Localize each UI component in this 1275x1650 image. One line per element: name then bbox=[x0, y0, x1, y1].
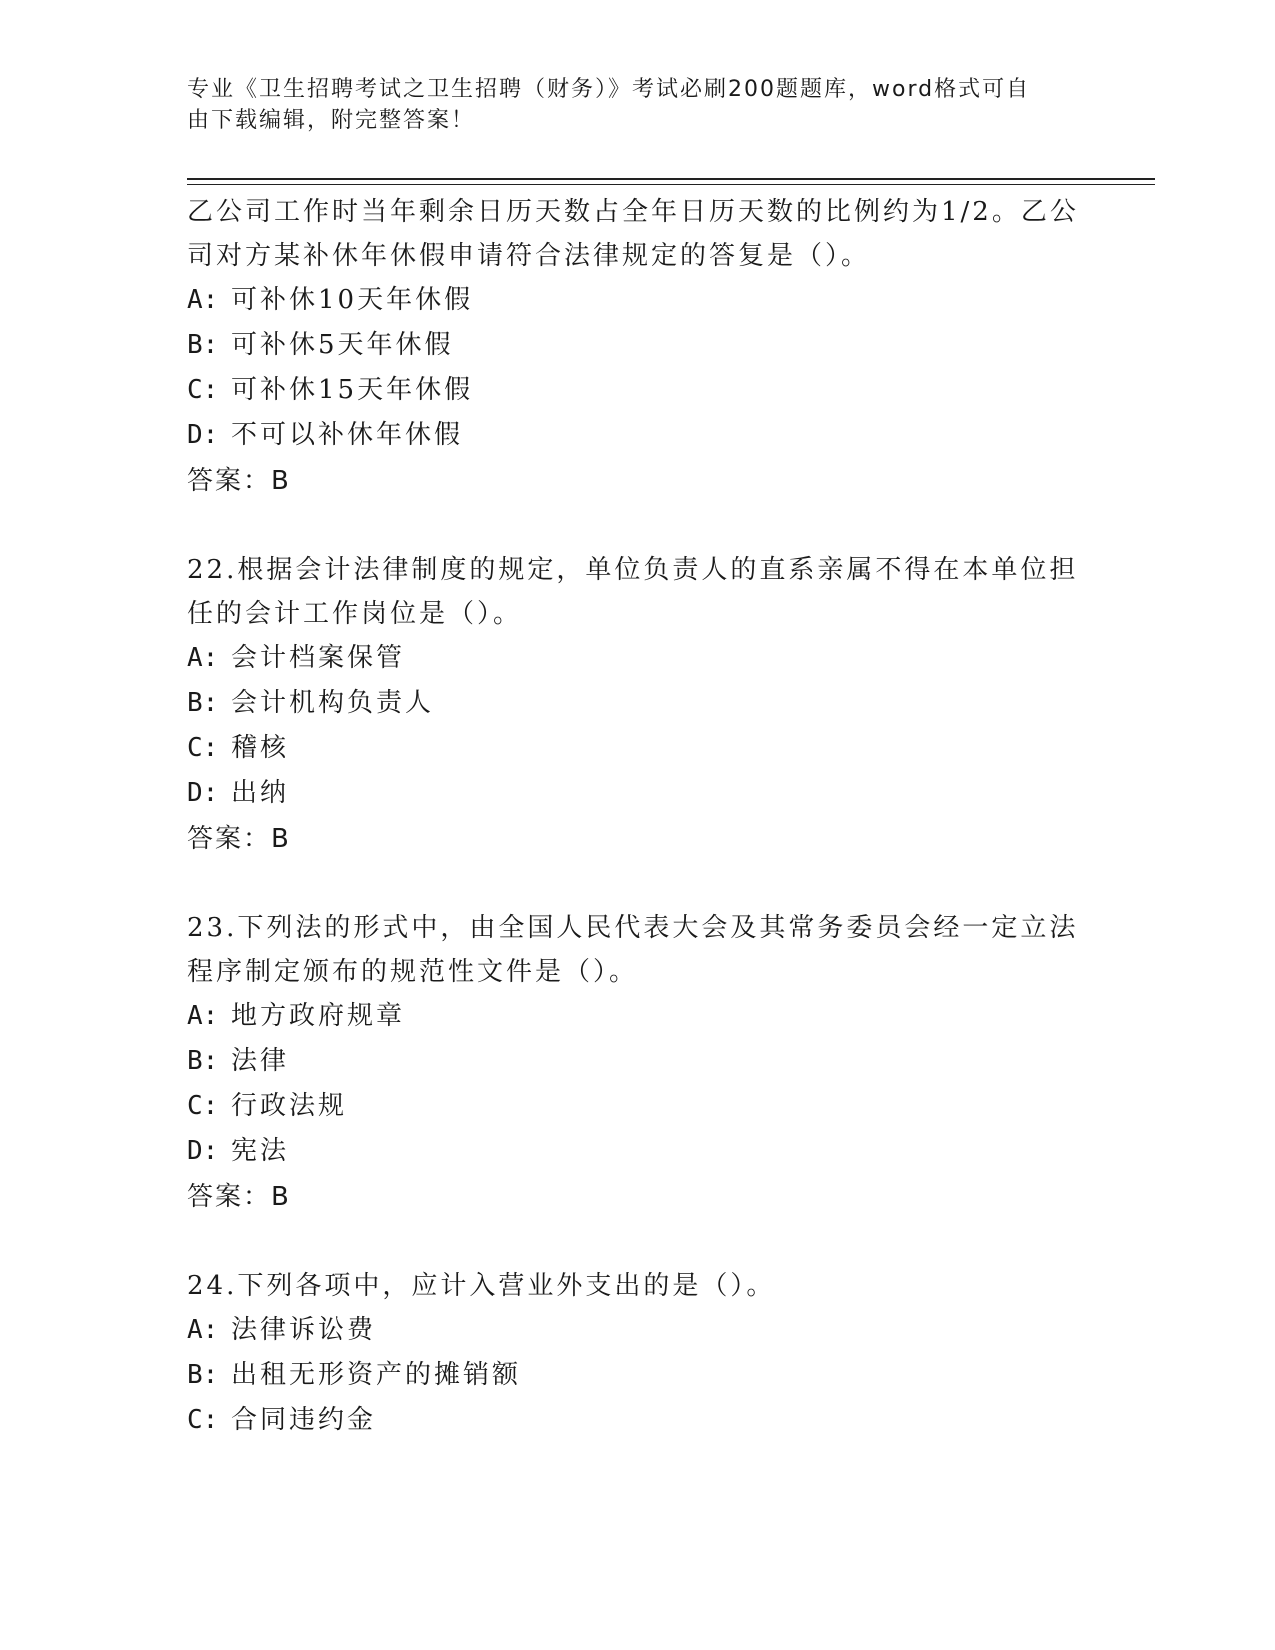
option-text: 宪法 bbox=[231, 1136, 290, 1166]
option-letter: B: bbox=[187, 1046, 219, 1076]
option-text: 出纳 bbox=[231, 778, 290, 808]
answer-line: 答案：B bbox=[187, 1182, 291, 1212]
question-gap bbox=[187, 862, 1087, 906]
question-21 bbox=[187, 190, 1087, 504]
question-23 bbox=[187, 906, 1087, 1220]
option-a bbox=[187, 278, 1087, 323]
header-divider-thick bbox=[187, 178, 1155, 180]
option-letter: A: bbox=[187, 1315, 219, 1345]
option-text: 行政法规 bbox=[231, 1091, 348, 1121]
option-d bbox=[187, 413, 1087, 458]
option-a bbox=[187, 1308, 1087, 1353]
option-b bbox=[187, 1039, 1087, 1084]
header-line-1: 专业《卫生招聘考试之卫生招聘（财务）》考试必刷200题题库，word格式可自 bbox=[187, 77, 1031, 102]
option-d bbox=[187, 1129, 1087, 1174]
option-text: 出租无形资产的摊销额 bbox=[231, 1360, 522, 1390]
option-letter: A: bbox=[187, 643, 219, 673]
answer-line: 答案：B bbox=[187, 466, 291, 496]
option-text: 不可以补休年休假 bbox=[231, 420, 464, 450]
question-stem-line: 24.下列各项中，应计入营业外支出的是（）。 bbox=[187, 1271, 776, 1301]
option-letter: A: bbox=[187, 1001, 219, 1031]
answer-line: 答案：B bbox=[187, 824, 291, 854]
option-letter: C: bbox=[187, 733, 219, 763]
option-text: 会计档案保管 bbox=[231, 643, 406, 673]
option-c bbox=[187, 1084, 1087, 1129]
option-d bbox=[187, 771, 1087, 816]
question-gap bbox=[187, 504, 1087, 548]
question-stem-line: 乙公司工作时当年剩余日历天数占全年日历天数的比例约为1/2。乙公 bbox=[187, 197, 1079, 227]
option-a bbox=[187, 994, 1087, 1039]
option-c bbox=[187, 368, 1087, 413]
option-letter: D: bbox=[187, 420, 219, 450]
option-b bbox=[187, 323, 1087, 368]
document-header bbox=[187, 74, 1087, 136]
header-divider-thin bbox=[187, 184, 1155, 185]
question-22 bbox=[187, 548, 1087, 862]
question-stem-line: 23.下列法的形式中，由全国人民代表大会及其常务委员会经一定立法 bbox=[187, 913, 1079, 943]
option-c bbox=[187, 1398, 1087, 1443]
option-text: 法律诉讼费 bbox=[231, 1315, 377, 1345]
question-stem-line: 司对方某补休年休假申请符合法律规定的答复是（）。 bbox=[187, 241, 871, 271]
question-24 bbox=[187, 1264, 1087, 1443]
option-letter: B: bbox=[187, 330, 219, 360]
header-line-2: 由下载编辑，附完整答案！ bbox=[187, 108, 476, 133]
option-b bbox=[187, 681, 1087, 726]
option-text: 地方政府规章 bbox=[231, 1001, 406, 1031]
option-text: 可补休15天年休假 bbox=[231, 375, 474, 405]
option-letter: D: bbox=[187, 778, 219, 808]
option-letter: B: bbox=[187, 1360, 219, 1390]
option-text: 合同违约金 bbox=[231, 1405, 377, 1435]
option-letter: B: bbox=[187, 688, 219, 718]
option-letter: C: bbox=[187, 375, 219, 405]
option-text: 会计机构负责人 bbox=[231, 688, 435, 718]
option-letter: D: bbox=[187, 1136, 219, 1166]
question-stem-line: 22.根据会计法律制度的规定，单位负责人的直系亲属不得在本单位担 bbox=[187, 555, 1079, 585]
option-text: 法律 bbox=[231, 1046, 290, 1076]
option-c bbox=[187, 726, 1087, 771]
option-b bbox=[187, 1353, 1087, 1398]
question-stem-line: 任的会计工作岗位是（）。 bbox=[187, 599, 523, 629]
option-text: 可补休5天年休假 bbox=[231, 330, 454, 360]
question-list bbox=[187, 190, 1087, 1443]
option-text: 稽核 bbox=[231, 733, 290, 763]
option-letter: C: bbox=[187, 1405, 219, 1435]
question-gap bbox=[187, 1220, 1087, 1264]
option-letter: C: bbox=[187, 1091, 219, 1121]
option-letter: A: bbox=[187, 285, 219, 315]
question-stem-line: 程序制定颁布的规范性文件是（）。 bbox=[187, 957, 639, 987]
option-text: 可补休10天年休假 bbox=[231, 285, 474, 315]
option-a bbox=[187, 636, 1087, 681]
